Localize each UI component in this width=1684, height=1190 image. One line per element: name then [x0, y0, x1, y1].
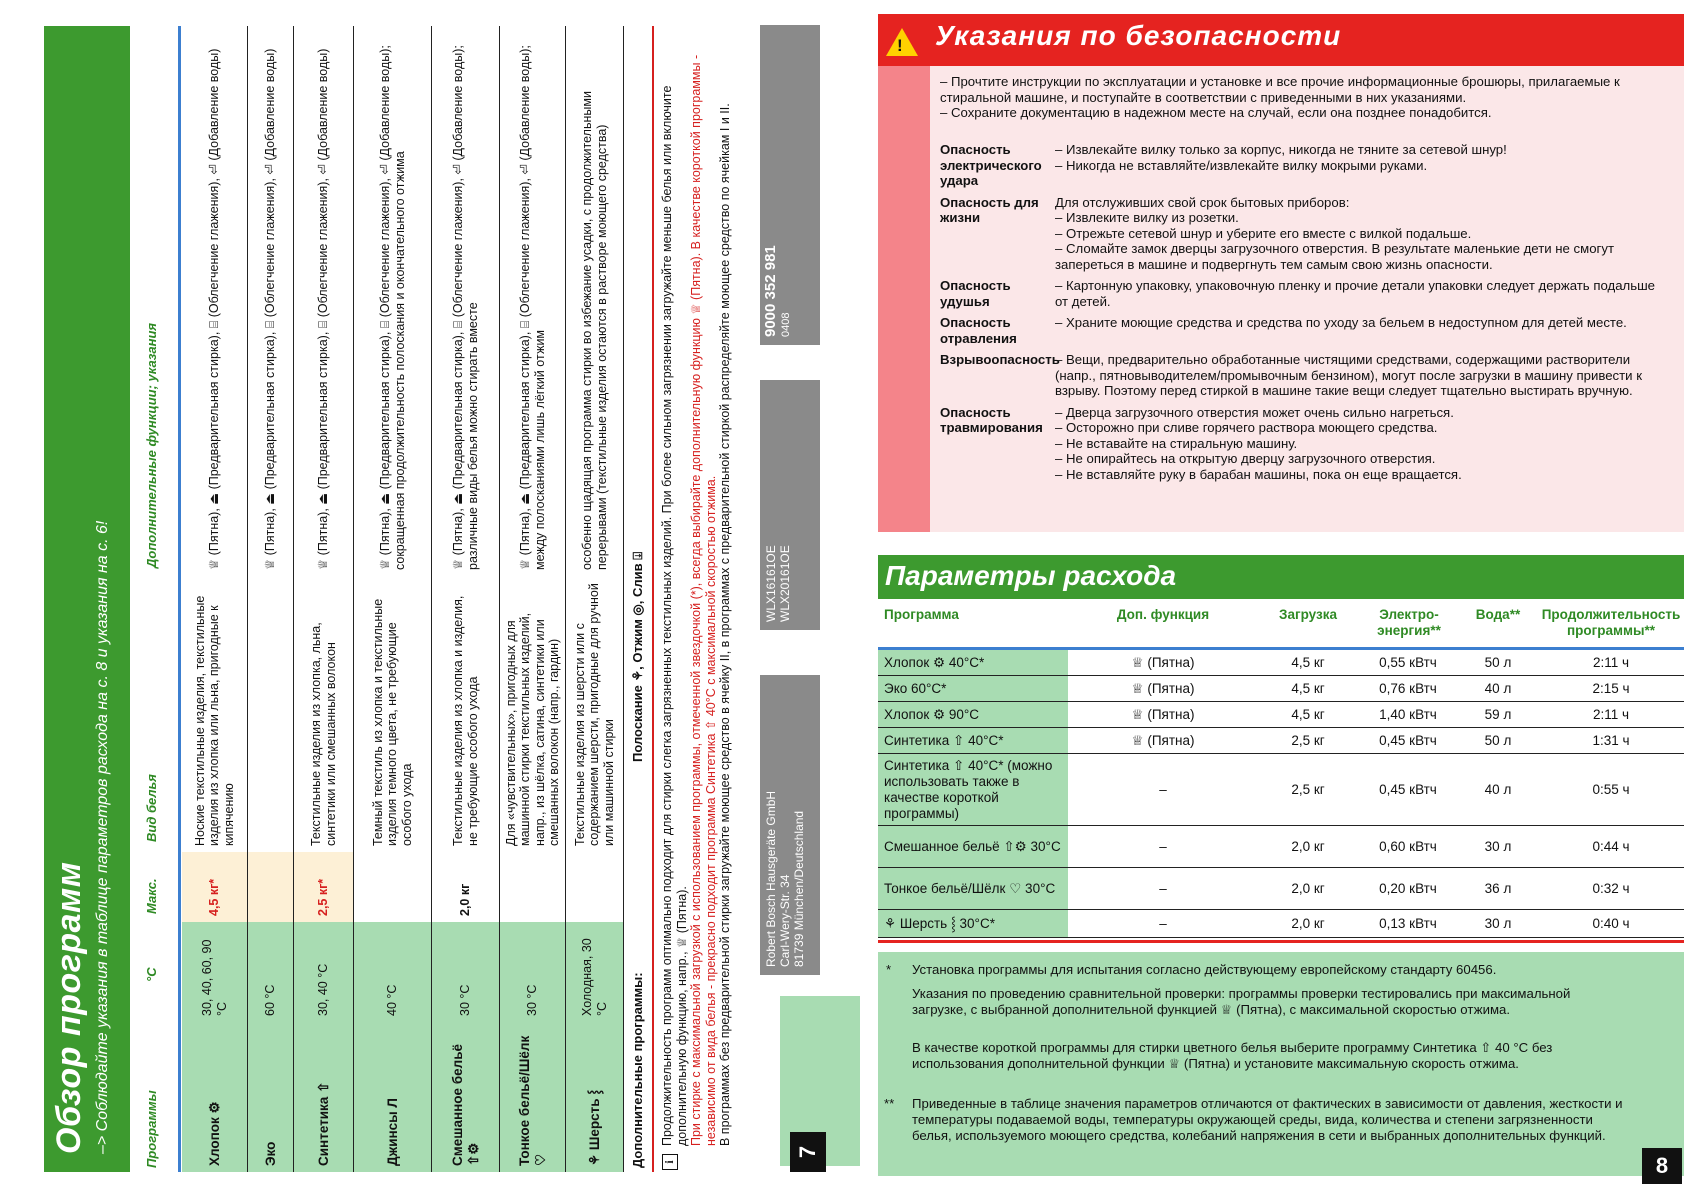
- cell-program: ⚘ Шерсть ⸾ 30°C*: [878, 910, 1068, 937]
- cell-load: 2,0 кг: [1291, 880, 1325, 896]
- additional-value: Полоскание ⚘, Отжим ◎, Слив ⍗: [630, 551, 645, 762]
- cell-water: 30 л: [1484, 915, 1512, 931]
- row-temp: 30 °C: [500, 922, 565, 1022]
- item-line: – Отрежьте сетевой шнур и уберите его вместе с вилкой подальше.: [1055, 225, 1472, 241]
- cell-program: Синтетика ⇧ 40°C*: [878, 728, 1068, 753]
- row-temp: 30, 40 °C: [294, 922, 353, 1022]
- cell-water: 36 л: [1484, 880, 1512, 896]
- item-head: Опасность электрического удара: [940, 142, 1042, 188]
- params-table: [878, 650, 1684, 938]
- document-code: [760, 25, 820, 345]
- col-water: Вода**: [1475, 607, 1521, 622]
- cell-energy: 0,45 кВтч: [1379, 781, 1437, 797]
- cell-func: ♕ (Пятна): [1131, 654, 1195, 670]
- row-extras: ♕ (Пятна), ⏏ (Предварительная стирка), ⌸ (Облегчение глажения), ⏎ (Добавление воды); между полосканиями лишь лёгкий отжим: [518, 45, 547, 570]
- row-max: 2,5 кг*: [294, 852, 353, 922]
- row-max: [354, 852, 431, 922]
- row-extras: ♕ (Пятна), ⏏ (Предварительная стирка), ⌸ (Облегчение глажения), ⏎ (Добавление воды); сокращенная продолжительность полоскания и окончательного отжима: [378, 45, 407, 570]
- col-func: Доп. функция: [1116, 607, 1210, 622]
- table-row: [878, 826, 1684, 868]
- col-load: Загрузка: [1279, 607, 1337, 622]
- cell-program: Синтетика ⇧ 40°C* (можно использовать также в качестве короткой программы): [878, 754, 1068, 825]
- cell-duration: 0:44 ч: [1592, 838, 1630, 854]
- safety-strip: [878, 66, 930, 532]
- params-title: Параметры расхода: [885, 560, 1177, 591]
- note-1: Продолжительность программ оптимально подходит для стирки слегка загрязненных текстильных изделий. При более сильном загрязнении загружайте меньше белья или включите дополнительную функцию, напр., ♕ (Пятна).: [660, 85, 689, 1146]
- cell-duration: 2:15 ч: [1592, 680, 1630, 696]
- item-line: – Храните моющие средства и средства по уходу за бельем в недоступном для детей месте.: [1055, 315, 1627, 330]
- item-lines: [1055, 315, 1665, 346]
- overview-subtitle: –> Соблюдайте указания в таблице параметров расхода на с. 8 и указания на с. 6!: [94, 520, 111, 1154]
- row-temp: 60 °C: [248, 922, 293, 1022]
- col-max: Макс.: [144, 878, 159, 914]
- row-program: Синтетика ⇧: [294, 1022, 353, 1172]
- code-number: 9000 352 981: [762, 245, 779, 337]
- cell-energy: 0,60 кВтч: [1379, 838, 1437, 854]
- item-line: – Извлекайте вилку только за корпус, никогда не тяните за сетевой шнур!: [1055, 142, 1507, 157]
- cell-duration: 2:11 ч: [1592, 706, 1630, 722]
- cell-energy: 1,40 кВтч: [1379, 706, 1437, 722]
- footnote-mark: **: [884, 1096, 895, 1111]
- overview-title: Обзор программ: [50, 861, 88, 1154]
- safety-intro: [940, 74, 1670, 121]
- row-max: 2,0 кг: [432, 852, 499, 922]
- params-end-line: [878, 940, 1684, 943]
- row-extras: ♕ (Пятна), ⏏ (Предварительная стирка), ⌸ (Облегчение глажения), ⏎ (Добавление воды): [207, 48, 222, 570]
- cell-duration: 0:32 ч: [1592, 880, 1630, 896]
- cell-program: Хлопок ⚙ 40°C*: [878, 650, 1068, 675]
- intro-line: – Прочтите инструкции по эксплуатации и установке и все прочие информационные брошюры, прилагаемые к стиральной машине, и поступайте в соответствии с приведенными в них указаниями.: [940, 74, 1620, 105]
- item-line: – Осторожно при сливе горячего раствора моющего средства.: [1055, 420, 1438, 435]
- row-max: [500, 852, 565, 922]
- footnote-3: В качестве короткой программы для стирки цветного белья выберите программу Синтетика ⇧ 40 °C без использования дополнительной функции ♕ (Пятна) и установите максимальную скорость отжима.: [912, 1040, 1553, 1071]
- cell-func: –: [1159, 880, 1167, 896]
- row-max: [248, 852, 293, 922]
- warning-mark: !: [897, 36, 903, 55]
- model-line: WLX16161OE: [764, 545, 778, 622]
- overview-table: [182, 26, 624, 1172]
- page-number: 7: [790, 1132, 826, 1172]
- cell-water: 40 л: [1484, 680, 1512, 696]
- overview-table-header: [136, 26, 180, 1172]
- row-fabric: Темный текстиль из хлопка и текстильные изделия темного цвета, не требующие особого ухода: [370, 598, 414, 846]
- note-2: При стирке с максимальной загрузкой с использованием программы, отмеченной звездочкой (*), всегда выбирайте дополнительную функцию ♕ (Пятна). В качестве короткой программы - независимо от вида белья - прекрасно подходит программа Синтетика ⇧ 40°C с максимальной скоростью отжима.: [689, 54, 718, 1146]
- row-temp: Холодная, 30 °C: [566, 922, 623, 1022]
- safety-items: [940, 142, 1670, 488]
- cell-water: 40 л: [1484, 781, 1512, 797]
- row-fabric: Для «чувствительных», пригодных для машинной стирки текстильных изделий, напр., из шёлка, сатина, синтетики или смешанных волокон (напр., гардин): [503, 612, 561, 846]
- footnote-mark: *: [886, 962, 892, 977]
- row-extras: ♕ (Пятна), ⏏ (Предварительная стирка), ⌸ (Облегчение глажения), ⏎ (Добавление воды); различные виды белья можно стирать вместе: [451, 45, 480, 570]
- info-icon: i: [662, 1154, 678, 1170]
- page-number: 8: [1642, 1148, 1682, 1184]
- cell-program: Смешанное бельё ⇧⚙ 30°C: [878, 826, 1068, 867]
- item-head: Взрывоопасность: [940, 352, 1060, 367]
- row-program: Смешанное бельё ⇧⚙: [432, 1022, 499, 1172]
- table-row: [878, 728, 1684, 754]
- col-duration: Продолжительность программы**: [1541, 607, 1681, 638]
- row-program: ⚘ Шерсть ⸾: [566, 1022, 623, 1172]
- cell-energy: 0,45 кВтч: [1379, 732, 1437, 748]
- overview-header: [44, 26, 130, 1172]
- row-temp: 30 °C: [432, 922, 499, 1022]
- table-row: [566, 26, 624, 1172]
- safety-item: [940, 195, 1670, 273]
- item-lines: [1055, 142, 1665, 189]
- cell-func: –: [1159, 838, 1167, 854]
- params-table-header: [878, 603, 1684, 647]
- cell-load: 2,5 кг: [1291, 781, 1325, 797]
- item-head: Опасность для жизни: [940, 194, 1039, 225]
- cell-func: ♕ (Пятна): [1131, 732, 1195, 748]
- additional-programs: [624, 26, 654, 1172]
- cell-water: 50 л: [1484, 732, 1512, 748]
- item-head: Опасность отравления: [940, 315, 1017, 346]
- table-row: [878, 650, 1684, 676]
- cell-load: 2,0 кг: [1291, 915, 1325, 931]
- row-program: Тонкое бельё/Шёлк ♡: [500, 1022, 565, 1172]
- col-extras: Дополнительные функции; указания: [144, 322, 159, 568]
- address-line: Robert Bosch Hausgeräte GmbH: [764, 790, 778, 967]
- cell-duration: 1:31 ч: [1592, 732, 1630, 748]
- table-row: [878, 868, 1684, 910]
- row-program: Хлопок ⚙: [182, 1022, 247, 1172]
- safety-item: [940, 315, 1670, 346]
- footnote-2: Указания по проведению сравнительной проверки: программы проверки тестировались при максимальной загрузке, с выбранной дополнительной функцией ♕ (Пятна), с максимальной скоростью отжима.: [912, 986, 1571, 1017]
- model-line: WLX20161OE: [778, 545, 792, 622]
- table-row: [878, 702, 1684, 728]
- cell-water: 30 л: [1484, 838, 1512, 854]
- item-lines: [1055, 195, 1665, 273]
- col-temp: °C: [144, 967, 159, 982]
- col-program: Программы: [144, 1090, 159, 1168]
- cell-energy: 0,13 кВтч: [1379, 915, 1437, 931]
- col-program: Программа: [884, 607, 959, 622]
- row-extras: ♕ (Пятна), ⏏ (Предварительная стирка), ⌸ (Облегчение глажения), ⏎ (Добавление воды): [316, 48, 331, 570]
- item-line: – Дверца загрузочного отверстия может очень сильно нагреться.: [1055, 404, 1454, 420]
- cell-load: 4,5 кг: [1291, 654, 1325, 670]
- safety-item: [940, 142, 1670, 189]
- address-line: Carl-Wery-Str. 34: [778, 874, 792, 967]
- table-row: [500, 26, 566, 1172]
- overview-notes: [660, 26, 733, 1172]
- row-program: Эко: [248, 1022, 293, 1172]
- company-address: [760, 675, 820, 975]
- row-max: [566, 852, 623, 922]
- cell-duration: 0:40 ч: [1592, 915, 1630, 931]
- col-fabric: Вид белья: [144, 774, 159, 842]
- row-fabric: [248, 576, 293, 852]
- cell-program: Тонкое бельё/Шёлк ♡ 30°C: [878, 868, 1068, 909]
- item-lines: [1055, 278, 1665, 309]
- row-temp: 30, 40, 60, 90 °C: [182, 922, 247, 1022]
- row-program: Джинсы Л: [354, 1022, 431, 1172]
- safety-item: [940, 278, 1670, 309]
- row-fabric: Ноские текстильные изделия, текстильные изделия из хлопка или льна, пригодные к кипячению: [192, 595, 236, 846]
- table-row: [354, 26, 432, 1172]
- cell-load: 4,5 кг: [1291, 706, 1325, 722]
- item-line: Для отслуживших свой срок бытовых приборов:: [1055, 194, 1350, 210]
- item-head: Опасность травмирования: [940, 404, 1043, 435]
- safety-item: [940, 352, 1670, 399]
- row-fabric: Текстильные изделия из хлопка и изделия, не требующие особого ухода: [451, 595, 480, 846]
- cell-energy: 0,55 кВтч: [1379, 654, 1437, 670]
- footnote-1: Установка программы для испытания согласно действующему европейскому стандарту 60456.: [912, 962, 1497, 977]
- item-line: – Извлеките вилку из розетки.: [1055, 210, 1239, 225]
- model-numbers: [760, 380, 820, 630]
- table-row: [878, 910, 1684, 938]
- additional-label: Дополнительные программы:: [630, 972, 645, 1168]
- cell-duration: 0:55 ч: [1592, 781, 1630, 797]
- note-3: В программах без предварительной стирки загружайте моющее средство в ячейку II, в программах с предварительной стиркой распределяйте моющее средство по ячейкам I и II.: [718, 103, 732, 1146]
- item-line: – Не вставайте на стиральную машину.: [1055, 435, 1298, 451]
- cell-water: 59 л: [1484, 706, 1512, 722]
- cell-duration: 2:11 ч: [1592, 654, 1630, 670]
- item-line: – Сломайте замок дверцы загрузочного отверстия. В результате маленькие дети не смогут запереться в машине и подвергнуть тем самым свою жизнь опасности.: [1055, 241, 1614, 272]
- item-line: – Не вставляйте руку в барабан машины, пока он еще вращается.: [1055, 466, 1462, 482]
- cell-func: ♕ (Пятна): [1131, 706, 1195, 722]
- cell-load: 4,5 кг: [1291, 680, 1325, 696]
- table-row: [182, 26, 248, 1172]
- row-max: 4,5 кг*: [182, 852, 247, 922]
- table-row: [878, 676, 1684, 702]
- cell-program: Хлопок ⚙ 90°C: [878, 702, 1068, 727]
- row-extras: ♕ (Пятна), ⏏ (Предварительная стирка), ⌸ (Облегчение глажения), ⏎ (Добавление воды): [263, 48, 278, 570]
- item-line: – Никогда не вставляйте/извлекайте вилку мокрыми руками.: [1055, 157, 1428, 173]
- footnote-4: Приведенные в таблице значения параметров отличаются от фактических в зависимости от давления, жесткости и температуры подаваемой воды, температуры окружающей среды, вида, количества и степени загрязненности белья, используемого моющего средства, колебаний напряжения в сети и выбранных дополнительных функций.: [912, 1096, 1623, 1143]
- table-row: [248, 26, 294, 1172]
- table-row: [432, 26, 500, 1172]
- cell-func: –: [1159, 781, 1167, 797]
- cell-program: Эко 60°C*: [878, 676, 1068, 701]
- table-row: [294, 26, 354, 1172]
- item-lines: [1055, 352, 1665, 399]
- safety-item: [940, 405, 1670, 483]
- row-temp: 40 °C: [354, 922, 431, 1022]
- intro-line: – Сохраните документацию в надежном месте на случай, если она позднее понадобится.: [940, 105, 1492, 120]
- col-energy: Электро-энергия**: [1377, 607, 1441, 638]
- item-line: – Не опирайтесь на открытую дверцу загрузочного отверстия.: [1055, 451, 1436, 466]
- item-line: – Картонную упаковку, упаковочную пленку и прочие детали упаковки следует держать подальше от детей.: [1055, 278, 1656, 309]
- cell-energy: 0,76 кВтч: [1379, 680, 1437, 696]
- row-fabric: Текстильные изделия из шерсти или с содержанием шерсти, пригодные для ручной или машинной стирки: [572, 583, 616, 846]
- row-extras: особенно щадящая программа стирки во избежание усадки, с продолжительными перерывами (текстильные изделия остаются в растворе моющего средства): [580, 91, 609, 570]
- row-fabric: Текстильные изделия из хлопка, льна, синтетики или смешанных волокон: [309, 622, 338, 846]
- item-lines: [1055, 405, 1665, 483]
- cell-load: 2,0 кг: [1291, 838, 1325, 854]
- cell-energy: 0,20 кВтч: [1379, 880, 1437, 896]
- cell-func: ♕ (Пятна): [1131, 680, 1195, 696]
- cell-func: –: [1159, 915, 1167, 931]
- cell-load: 2,5 кг: [1291, 732, 1325, 748]
- code-sub: 0408: [780, 312, 792, 337]
- item-head: Опасность удушья: [940, 278, 1011, 309]
- table-row: [878, 754, 1684, 826]
- safety-title: Указания по безопасности: [935, 20, 1342, 51]
- item-line: – Вещи, предварительно обработанные чистящими средствами, содержащими растворители (напр., пятновыводителем/промывочным бензином), могут после загрузки в машину привести к взрыву. Поэтому перед стиркой в машине такие вещи следует тщательно выстирать вручную.: [1055, 352, 1642, 398]
- cell-water: 50 л: [1484, 654, 1512, 670]
- address-line: 81739 München/Deutschland: [792, 810, 806, 967]
